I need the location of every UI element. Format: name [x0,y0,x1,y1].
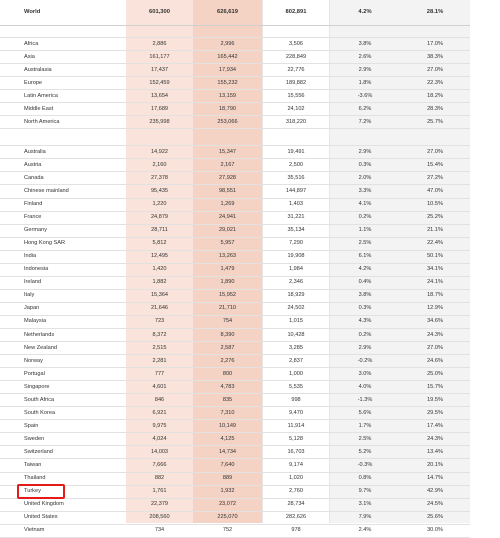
cell-percent-1: -0.3% [330,459,400,472]
row-label: United Kingdom [0,498,126,511]
cell-value-1: 4,024 [126,433,193,446]
cell-value-2: 165,442 [193,51,262,64]
row-label: Middle East [0,103,126,116]
cell-percent-1: 6.2% [330,103,400,116]
cell-value-1: 723 [126,315,193,328]
cell-value-2: 2,167 [193,159,262,172]
country-row [0,355,470,368]
cell-percent-1: 5.6% [330,407,400,420]
cell-value-1: 235,998 [126,116,193,129]
row-label: New Zealand [0,342,126,355]
cell-percent-2: 25.2% [400,211,470,224]
cell-value-2: 4,125 [193,433,262,446]
cell-percent-1: 4.1% [330,198,400,211]
cell-percent-2: 10.5% [400,198,470,211]
cell-value-3: 5,128 [262,433,330,446]
cell-percent-1: 0.3% [330,302,400,315]
cell-percent-1: 1.8% [330,77,400,90]
cell-value-2: 98,551 [193,185,262,198]
region-row [0,77,470,90]
row-label: Australia [0,146,126,159]
cell-value-3: 18,929 [262,289,330,302]
cell-value-2: 2,276 [193,355,262,368]
cell-percent-1: 4.2% [330,263,400,276]
cell-value-2: 1,479 [193,263,262,276]
country-row [0,315,470,328]
cell-percent-1: 1.1% [330,224,400,237]
cell-percent-2: 12.9% [400,302,470,315]
country-row [0,433,470,446]
cell-percent-1: 2.5% [330,433,400,446]
country-row [0,263,470,276]
cell-percent-2: 28.1% [400,0,470,26]
region-row [0,103,470,116]
cell-value-3: 998 [262,394,330,407]
cell-value-1: 777 [126,368,193,381]
cell-percent-1: 4.0% [330,381,400,394]
cell-percent-2: 30.0% [400,524,470,537]
cell-percent-2: 28.3% [400,103,470,116]
row-label: France [0,211,126,224]
cell-percent-1: 0.8% [330,472,400,485]
country-row [0,302,470,315]
cell-percent-1: 0.2% [330,211,400,224]
cell-percent-2: 27.2% [400,172,470,185]
cell-percent-2: 15.7% [400,381,470,394]
row-label: Austria [0,159,126,172]
row-label: Malaysia [0,315,126,328]
cell-percent-2: 18.7% [400,289,470,302]
cell-value-3: 2,837 [262,355,330,368]
cell-value-1: 5,812 [126,237,193,250]
cell-value-1: 601,300 [126,0,193,26]
region-row [0,51,470,64]
cell-value-2: 21,710 [193,302,262,315]
cell-value-1: 17,689 [126,103,193,116]
row-label: Latin America [0,90,126,103]
cell-value-1: 8,372 [126,328,193,341]
cell-value-2: 13,159 [193,90,262,103]
cell-value-2: 155,232 [193,77,262,90]
cell-value-1: 734 [126,524,193,537]
cell-value-2: 1,269 [193,198,262,211]
cell-value-3: 2,760 [262,485,330,498]
cell-percent-2: 34.1% [400,263,470,276]
cell-value-1: 17,437 [126,64,193,77]
cell-value-3: 802,891 [262,0,330,26]
cell-value-2: 800 [193,368,262,381]
cell-percent-2: 24.6% [400,355,470,368]
cell-percent-1: 5.2% [330,446,400,459]
cell-percent-2: 24.1% [400,276,470,289]
country-row [0,276,470,289]
cell-value-2: 7,310 [193,407,262,420]
row-label: United States [0,511,126,524]
row-label: Japan [0,302,126,315]
country-row [0,459,470,472]
cell-percent-2: 15.4% [400,159,470,172]
spacer-cell [0,129,126,146]
row-label: Norway [0,355,126,368]
cell-percent-1: -3.6% [330,90,400,103]
cell-percent-1: 7.2% [330,116,400,129]
cell-percent-1: 4.3% [330,315,400,328]
cell-value-1: 14,922 [126,146,193,159]
cell-value-2: 889 [193,472,262,485]
cell-percent-2: 47.0% [400,185,470,198]
country-row [0,159,470,172]
cell-value-2: 23,072 [193,498,262,511]
spacer-cell [126,129,193,146]
country-row [0,524,470,537]
cell-value-3: 7,290 [262,237,330,250]
spacer-row [0,129,470,146]
cell-percent-2: 25.7% [400,116,470,129]
cell-percent-1: 0.3% [330,159,400,172]
row-label: Thailand [0,472,126,485]
country-row [0,394,470,407]
cell-percent-1: 3.0% [330,368,400,381]
cell-percent-2: 24.3% [400,433,470,446]
cell-value-3: 19,491 [262,146,330,159]
cell-percent-2: 18.2% [400,90,470,103]
cell-value-1: 22,379 [126,498,193,511]
cell-value-2: 2,587 [193,342,262,355]
spacer-row [0,26,470,38]
cell-percent-2: 29.5% [400,407,470,420]
world-row [0,0,470,26]
cell-value-3: 5,535 [262,381,330,394]
cell-value-2: 7,640 [193,459,262,472]
cell-percent-2: 27.0% [400,146,470,159]
country-row [0,198,470,211]
cell-value-1: 1,220 [126,198,193,211]
cell-value-1: 24,879 [126,211,193,224]
cell-value-2: 225,070 [193,511,262,524]
cell-value-3: 2,346 [262,276,330,289]
row-label: Ireland [0,276,126,289]
cell-percent-2: 22.4% [400,237,470,250]
cell-value-3: 24,102 [262,103,330,116]
cell-value-1: 152,459 [126,77,193,90]
cell-percent-1: 2.4% [330,524,400,537]
spacer-cell [400,129,470,146]
turkey-highlight-box [17,484,65,499]
cell-value-1: 2,281 [126,355,193,368]
cell-percent-2: 25.0% [400,368,470,381]
country-row [0,342,470,355]
region-row [0,116,470,129]
cell-percent-1: 3.8% [330,289,400,302]
country-row [0,328,470,341]
cell-percent-1: -1.3% [330,394,400,407]
country-row [0,237,470,250]
cell-percent-2: 27.0% [400,64,470,77]
cell-value-3: 28,734 [262,498,330,511]
cell-percent-2: 14.7% [400,472,470,485]
cell-value-3: 9,174 [262,459,330,472]
row-label: Italy [0,289,126,302]
cell-value-3: 1,015 [262,315,330,328]
row-label: Spain [0,420,126,433]
cell-value-1: 208,560 [126,511,193,524]
cell-value-3: 189,882 [262,77,330,90]
cell-value-2: 13,263 [193,250,262,263]
cell-percent-2: 17.4% [400,420,470,433]
cell-value-3: 282,626 [262,511,330,524]
row-label: Taiwan [0,459,126,472]
row-label: South Africa [0,394,126,407]
cell-value-1: 2,160 [126,159,193,172]
country-row [0,498,470,511]
cell-value-3: 31,221 [262,211,330,224]
cell-value-1: 6,921 [126,407,193,420]
cell-percent-1: 9.7% [330,485,400,498]
country-row [0,472,470,485]
region-row [0,90,470,103]
cell-value-1: 1,420 [126,263,193,276]
row-label: Indonesia [0,263,126,276]
row-label: World [0,0,126,26]
row-label: Africa [0,38,126,51]
cell-value-1: 7,666 [126,459,193,472]
row-label: Sweden [0,433,126,446]
cell-percent-1: 2.9% [330,146,400,159]
cell-value-3: 22,776 [262,64,330,77]
cell-value-2: 17,934 [193,64,262,77]
country-row [0,485,470,498]
cell-percent-2: 38.3% [400,51,470,64]
row-label: Asia [0,51,126,64]
spacer-cell [126,26,193,38]
cell-value-2: 754 [193,315,262,328]
row-label: Finland [0,198,126,211]
cell-value-3: 24,502 [262,302,330,315]
country-row [0,224,470,237]
country-row [0,420,470,433]
cell-value-1: 2,515 [126,342,193,355]
row-label: Netherlands [0,328,126,341]
cell-value-3: 3,506 [262,38,330,51]
cell-percent-1: 7.9% [330,511,400,524]
cell-percent-1: 3.1% [330,498,400,511]
cell-value-2: 15,347 [193,146,262,159]
cell-percent-2: 20.1% [400,459,470,472]
spacer-cell [0,26,126,38]
cell-value-3: 228,849 [262,51,330,64]
row-label: Singapore [0,381,126,394]
region-row [0,38,470,51]
cell-value-2: 1,890 [193,276,262,289]
spacer-cell [262,26,330,38]
cell-value-3: 1,020 [262,472,330,485]
cell-value-2: 752 [193,524,262,537]
country-row [0,446,470,459]
cell-value-2: 1,932 [193,485,262,498]
spacer-cell [330,129,400,146]
cell-value-3: 978 [262,524,330,537]
row-label: Chinese mainland [0,185,126,198]
country-row [0,250,470,263]
row-label: South Korea [0,407,126,420]
cell-percent-1: 6.1% [330,250,400,263]
cell-percent-1: 3.8% [330,38,400,51]
cell-percent-1: 2.6% [330,51,400,64]
row-label: Australasia [0,64,126,77]
cell-value-2: 4,783 [193,381,262,394]
row-label: Portugal [0,368,126,381]
cell-value-1: 12,495 [126,250,193,263]
cell-value-1: 2,886 [126,38,193,51]
cell-value-1: 13,654 [126,90,193,103]
cell-percent-2: 22.3% [400,77,470,90]
spacer-cell [193,129,262,146]
row-label: Turkey [0,485,126,498]
cell-value-1: 14,003 [126,446,193,459]
cell-value-2: 14,734 [193,446,262,459]
cell-value-1: 882 [126,472,193,485]
cell-value-1: 1,882 [126,276,193,289]
cell-value-2: 27,928 [193,172,262,185]
cell-percent-2: 50.1% [400,250,470,263]
country-row [0,289,470,302]
cell-value-1: 1,761 [126,485,193,498]
country-row [0,511,470,524]
cell-value-3: 144,897 [262,185,330,198]
cell-percent-1: 4.2% [330,0,400,26]
cell-percent-2: 17.0% [400,38,470,51]
cell-value-2: 8,390 [193,328,262,341]
cell-percent-1: 2.9% [330,64,400,77]
cell-value-2: 2,996 [193,38,262,51]
cell-value-3: 1,984 [262,263,330,276]
cell-percent-2: 13.4% [400,446,470,459]
cell-percent-1: -0.2% [330,355,400,368]
cell-value-2: 5,957 [193,237,262,250]
cell-percent-1: 2.0% [330,172,400,185]
row-label: Canada [0,172,126,185]
cell-value-2: 24,941 [193,211,262,224]
cell-value-1: 28,711 [126,224,193,237]
cell-percent-1: 1.7% [330,420,400,433]
cell-percent-2: 34.6% [400,315,470,328]
cell-value-3: 16,703 [262,446,330,459]
cell-value-2: 15,952 [193,289,262,302]
cell-value-3: 9,470 [262,407,330,420]
cell-value-3: 318,220 [262,116,330,129]
cell-value-3: 3,285 [262,342,330,355]
cell-value-2: 626,619 [193,0,262,26]
cell-value-1: 9,975 [126,420,193,433]
cell-percent-2: 42.9% [400,485,470,498]
cell-value-3: 35,134 [262,224,330,237]
cell-value-3: 19,908 [262,250,330,263]
cell-percent-2: 19.5% [400,394,470,407]
row-label: India [0,250,126,263]
country-row [0,381,470,394]
row-label: Hong Kong SAR [0,237,126,250]
cell-value-3: 2,500 [262,159,330,172]
region-row [0,64,470,77]
row-label: Vietnam [0,524,126,537]
cell-value-3: 10,428 [262,328,330,341]
cell-value-2: 18,790 [193,103,262,116]
spacer-cell [330,26,400,38]
cell-value-1: 95,435 [126,185,193,198]
row-label: North America [0,116,126,129]
cell-value-3: 35,516 [262,172,330,185]
cell-percent-2: 24.5% [400,498,470,511]
cell-percent-1: 3.3% [330,185,400,198]
cell-value-2: 253,066 [193,116,262,129]
cell-percent-1: 0.2% [330,328,400,341]
cell-value-1: 846 [126,394,193,407]
cell-value-1: 4,601 [126,381,193,394]
row-label: Europe [0,77,126,90]
cell-percent-1: 0.4% [330,276,400,289]
cell-value-2: 835 [193,394,262,407]
cell-value-2: 29,021 [193,224,262,237]
country-row [0,407,470,420]
cell-value-1: 15,364 [126,289,193,302]
cell-percent-2: 25.6% [400,511,470,524]
cell-value-2: 10,149 [193,420,262,433]
row-label: Germany [0,224,126,237]
cell-percent-1: 2.5% [330,237,400,250]
cell-value-3: 1,000 [262,368,330,381]
cell-value-1: 161,177 [126,51,193,64]
row-label: Switzerland [0,446,126,459]
spacer-cell [262,129,330,146]
spacer-cell [193,26,262,38]
country-row [0,368,470,381]
cell-percent-1: 2.9% [330,342,400,355]
cell-value-1: 27,378 [126,172,193,185]
cell-percent-2: 21.1% [400,224,470,237]
country-row [0,172,470,185]
country-row [0,211,470,224]
country-row [0,146,470,159]
cell-value-3: 11,914 [262,420,330,433]
spacer-cell [400,26,470,38]
cell-percent-2: 27.0% [400,342,470,355]
country-row [0,185,470,198]
cell-value-3: 1,403 [262,198,330,211]
cell-value-3: 15,556 [262,90,330,103]
cell-percent-2: 24.3% [400,328,470,341]
cell-value-1: 21,646 [126,302,193,315]
